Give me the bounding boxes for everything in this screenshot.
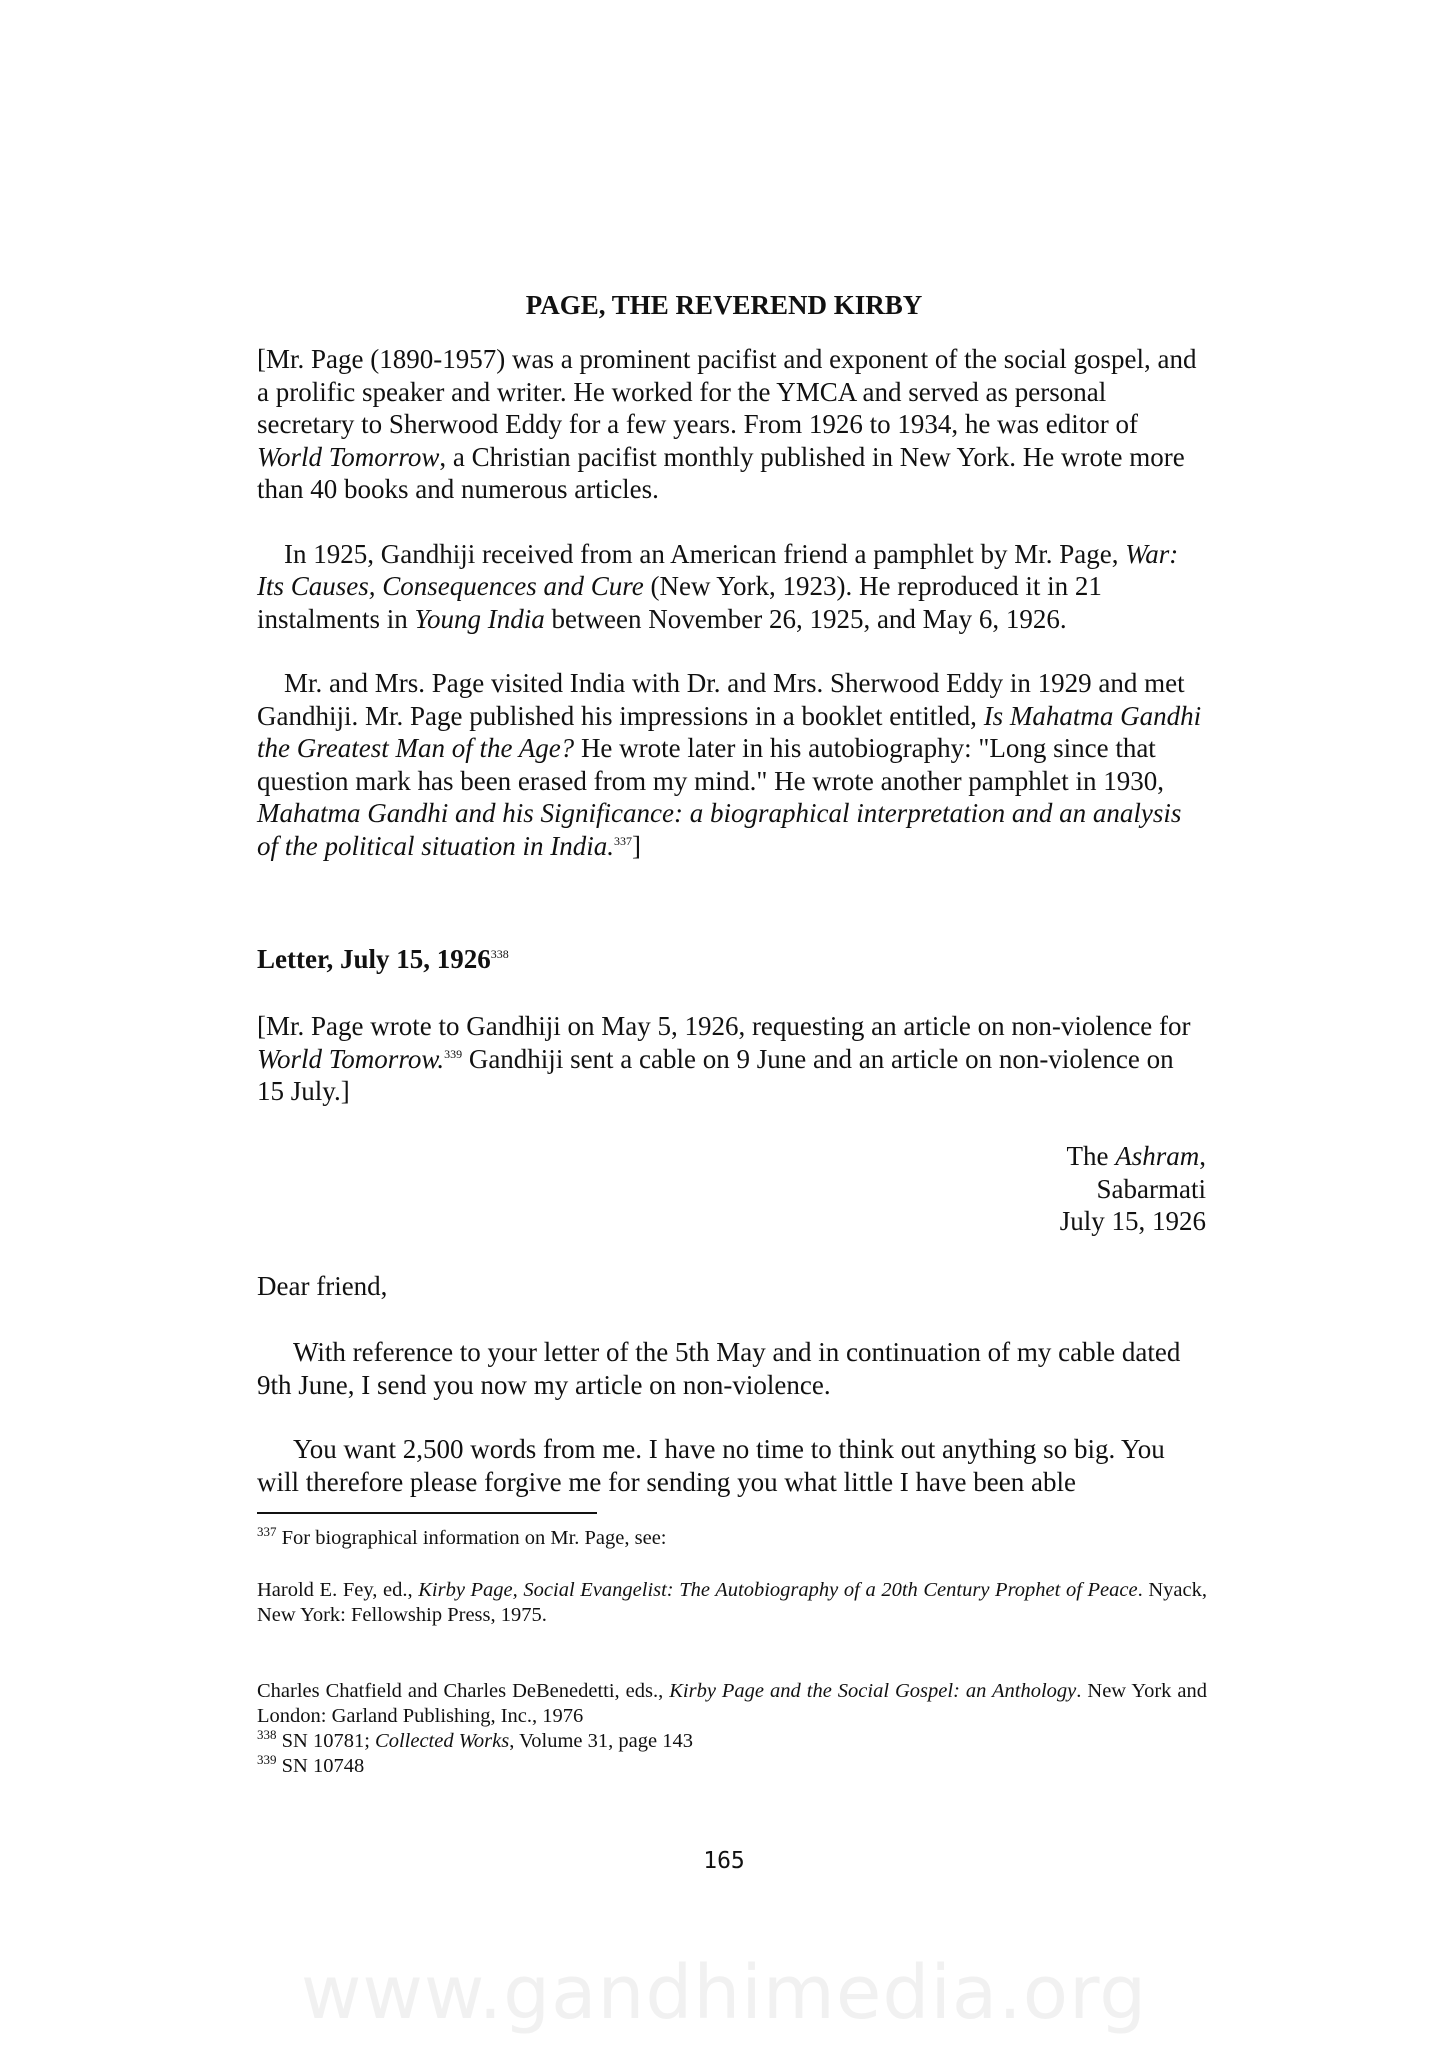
pamphlet-title: War: Its Causes, Consequences and Cure: [257, 538, 1179, 601]
letter-paragraph-1: With reference to your letter of the 5th May and in continuation of my cable dated 9th June, I send you now my article on non-violence.: [257, 1337, 1181, 1400]
footnote-ref[interactable]: 339: [444, 1046, 463, 1061]
footnote-338: $^{338}$ SN 10781; Collected Works, Volume 31, page 143: [257, 1727, 693, 1752]
intro-paragraph-2: In 1925, Gandhiji received from an American friend a pamphlet by Mr. Page, War: Its Causes, Consequences and Cure (New York, 1923). He reproduced it in 21 instalments in Young India between November 26, 1925, and May 6, 1926.: [257, 538, 1179, 634]
intro-paragraph-3: Mr. and Mrs. Page visited India with Dr. and Mrs. Sherwood Eddy in 1929 and met Gandhiji. Mr. Page published his impressions in a booklet entitled, Is Mahatma Gandhi the Greatest Man of the Age? He wrote later in his autobiography: "Long since that question mark has been erased from my mind." He wrote another pamphlet in 1930, Mahatma Gandhi and his Significance: a biographical interpretation and an analysis of the political situation in India.$^{337}$]: [257, 668, 1202, 861]
letter-date: July 15, 1926: [1059, 1206, 1206, 1236]
letter-salutation: Dear friend,: [257, 1271, 388, 1301]
publication-title: World Tomorrow.: [257, 1043, 445, 1074]
booklet-title: Is Mahatma Gandhi the Greatest Man of the Age?: [257, 700, 1202, 763]
watermark: www.gandhimedia.org: [300, 1950, 1148, 2036]
page-title: PAGE, THE REVEREND KIRBY: [525, 290, 923, 320]
pamphlet-title: Mahatma Gandhi and his Significance: a biographical interpretation and an analysis of the political situation in India.: [257, 798, 1182, 861]
letter-address: The Ashram, Sabarmati July 15, 1926: [1059, 1141, 1206, 1236]
letter-body: [257, 1336, 1207, 1498]
letter-note: [Mr. Page wrote to Gandhiji on May 5, 1926, requesting an article on non-violence for World Tomorrow.$^{339}$ Gandhiji sent a cable on 9 June and an article on non-violence on 15 July.]: [257, 1011, 1191, 1106]
intro-section: [257, 343, 1207, 862]
footnote-ref[interactable]: 338: [490, 947, 509, 961]
intro-paragraph-1: [Mr. Page (1890-1957) was a prominent pacifist and exponent of the social gospel, and a prolific speaker and writer. He worked for the YMCA and served as personal secretary to Sherwood Eddy for a few years. From 1926 to 1934, he was editor of World Tomorrow, a Christian pacifist monthly published in New York. He wrote more than 40 books and numerous articles.: [257, 344, 1197, 504]
letter-heading: Letter, July 15, 1926$^{338}$: [257, 944, 509, 974]
footnote-reference-fey: Harold E. Fey, ed., Kirby Page, Social Evangelist: The Autobiography of a 20th Century Prophet of Peace. Nyack, New York: Fellowship Press, 1975.: [257, 1579, 1207, 1626]
letter-paragraph-2: You want 2,500 words from me. I have no time to think out anything so big. You will therefore please forgive me for sending you what little I have been able: [257, 1434, 1165, 1497]
footnote-339: $^{339}$ SN 10748: [257, 1752, 365, 1777]
footnote-ref[interactable]: 337: [614, 833, 632, 848]
publication-title: World Tomorrow: [257, 441, 440, 472]
publication-title: Young India: [414, 603, 545, 634]
page-number: 165: [703, 1848, 745, 1874]
footnote-337: $^{337}$ For biographical information on Mr. Page, see:: [257, 1524, 667, 1549]
footnote-reference-chatfield: Charles Chatfield and Charles DeBenedetti, eds., Kirby Page and the Social Gospel: an Anthology. New York and London: Garland Publishing, Inc., 1976 $^{338}$ SN 10781; Collected Works, Volume 31, page 143 $^{339}$ SN 10748: [257, 1680, 1207, 1777]
footnote-divider: [257, 1512, 597, 1514]
